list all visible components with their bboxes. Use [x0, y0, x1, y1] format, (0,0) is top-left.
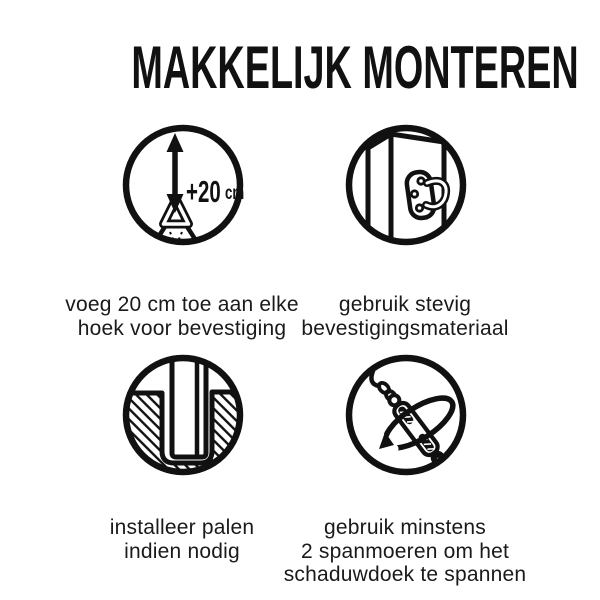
turnbuckle-icon	[343, 352, 469, 478]
caption-turnbuckles: gebruik minstens 2 spanmoeren om het schaduwdoek te spannen	[283, 516, 527, 586]
screw-hole	[411, 191, 417, 197]
annotation-unit: cm	[225, 182, 245, 204]
page-title: MAKKELIJK MONTEREN	[131, 34, 579, 101]
caption-install-posts: installeer palen indien nodig	[109, 516, 255, 563]
ground-post-icon	[120, 352, 246, 478]
caption-add-20cm: voeg 20 cm toe aan elke hoek voor bevestiging	[65, 293, 299, 340]
screw-hole	[418, 178, 424, 184]
screw-hole	[416, 205, 422, 211]
annotation-value: +20	[186, 173, 221, 210]
caption-sturdy-hardware: gebruik stevig bevestigingsmateriaal	[301, 293, 509, 340]
chain-link	[440, 462, 454, 476]
post	[172, 352, 206, 457]
wall-mount-icon	[343, 122, 469, 248]
anchor-bar	[446, 460, 469, 478]
height-margin-icon	[120, 122, 246, 248]
chain-link	[377, 381, 391, 395]
